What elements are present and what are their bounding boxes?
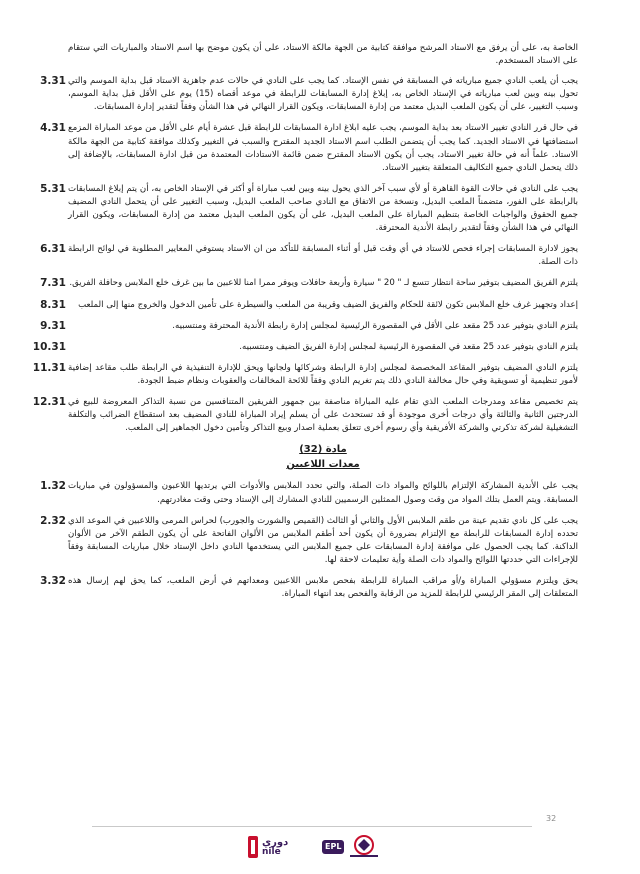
clause-text: يجب أن يلعب النادي جميع مبارياته في المسابقة في نفس الإستاد. كما يجب على النادي في حالات عدم جاهزية الاستاد قبل بداية الموسم والتي تحول بينه وبين لعب مبارياته في الإستاد الخاص به، إبلاغ إدارة المسابقات للرابطة في موعد أقصاه (15) يوم على الأقل قبل بداية الموسم، وسبب التغيير، على أن يكون الملعب البديل معتمد من إدارة المسابقات، ويكون القرار النهائي في هذا الشأن وفقاً لتقدير إدارة المسابقات. (68, 76, 578, 113)
clause-number: 8.31 (40, 298, 66, 311)
clause-text: في حال قرر النادي تغيير الاستاد بعد بداية الموسم، يجب عليه ابلاغ ادارة المسابقات للرابطة قبل عشرة أيام على الأقل من موعد المباراة المزمع استضافتها في الاستاد الجديد. كما يجب أن يتضمن الطلب اسم الاستاد الجديد المقترح والسبب في التغيير وكذلك موافقة كتابية من الجهة مالكة الاستاد. علماً أنه في حالة تغيير الاستاد، يجب أن يكون الاستاد المقترح ضمن قائمة الاستادات المعتمدة من قبل ادارة المسابقات، بالإضافة إلى ذلك يتحمل النادي جميع التكاليف المتعلقة بتغيير الاستاد. (68, 123, 578, 173)
clause-number: 10.31 (32, 340, 66, 353)
article-heading: مادة (32) (299, 444, 347, 456)
clause-number: 4.31 (40, 122, 66, 135)
clause-item (40, 575, 578, 601)
logo-nile-line2: nile (262, 847, 281, 857)
clause-item (40, 122, 578, 174)
page-number: 32 (546, 814, 557, 823)
clause-item (40, 298, 578, 312)
clause-number: 5.31 (40, 182, 66, 195)
clause-number: 9.31 (40, 319, 66, 332)
clause-text: إعداد وتجهيز غرف خلع الملابس تكون لائقة للحكام والفريق الضيف وقريبة من الملعب والسيطرة على تأمين الدخول والخروج منها إلى الملعب (78, 299, 578, 310)
clause-item (32, 340, 578, 354)
clause-text: يحق ويلتزم مسؤولي المباراة و/أو مراقب المباراة للرابطة بفحص ملابس اللاعبين ومعداتهم في أرض الملعب، كما يحق لهم إرسال هذه المتعلقات إلى المقر الرئيسي للرابطة للمزيد من الرقابة والفحص بعد انتهاء المباراة. (68, 576, 578, 600)
logo-badge-text: EPL (325, 842, 342, 851)
clause-item (40, 514, 578, 567)
clause-item (40, 277, 578, 290)
document-body (32, 42, 578, 609)
clause-number: 3.31 (40, 75, 66, 88)
clause-number: 2.32 (40, 514, 66, 527)
clause-number: 12.31 (32, 395, 66, 408)
clause-text: يلتزم النادي بتوفير عدد 25 مقعد في المقصورة الرئيسية لمجلس إدارة الفريق الضيف ومنتسبيه. (239, 341, 578, 352)
clause-item (40, 182, 578, 235)
clause-number: 7.31 (40, 277, 66, 290)
clauses-article-32 (40, 480, 578, 601)
clause-text: يجب على الأندية المشاركة الإلتزام باللوائح والمواد ذات الصلة، والتي تحدد الملابس والأدوات التي يرتديها اللاعبون والمسؤولون في مباريات المسابقة. ويتم العمل بتلك المواد من وقت وصول الممثلين الرسميين للنادي المشارك إلى الإستاد وحتى وقت مغادرتهم. (68, 481, 578, 505)
clause-item (40, 480, 578, 506)
clause-number: 3.32 (40, 575, 66, 587)
clause-item (32, 361, 578, 388)
clause-number: 11.31 (32, 361, 66, 374)
clause-text: يتم تخصيص مقاعد ومدرجات الملعب الذي تقام عليه المباراة مناصفة بين جمهور الفريقين المتنافسين من نسبة التذاكر المعروضة للبيع في الدرجتين الثانية والثالثة وأي درجات أخرى موجودة أو قد تستحدث على أن يسلم إيراد المباراة للنادي المضيف بعد استقطاع الضرائب والتكلفة التشغيلية لشركة تذكرتي والشركة الأفريقية وأي رسوم أخرى تتعلق بعملية اصدار وبيع التذاكر وتأمين دخول الجماهير إلى الملعب. (68, 396, 578, 434)
intro-paragraph: الخاصة به، على أن يرفق مع الاستاد المرشح موافقة كتابية من الجهة مالكة الاستاد، على أن يكون موضح بها اسم الاستاد والمباريات التي ستقام على الاستاد المستخدم. (68, 43, 578, 67)
clause-text: يجب على النادي في حالات القوة القاهرة أو لأي سبب آخر الذي يحول بينه وبين لعب مباراة أو أكثر في الإستاد الخاص به، أن يتم إبلاغ المسابقات بالرابطة على الفور، متضمناً الملعب البديل، ونسخة من الاتفاق مع النادي صاحب الملعب البديل، وسبب التغيير على أن يتحمل النادي المضيف جميع الحقوق والواجبات الخاصة بتنظيم المباراة على الملعب البديل، على أن يكون الملعب البديل معتمد من إدارة المسابقات، ويكون القرار النهائي في هذا الشأن وفقاً لتقدير رابطة الأندية المحترفة. (68, 183, 578, 234)
footer-logos (248, 834, 380, 860)
clause-text: يجوز لادارة المسابقات إجراء فحص للاستاد في أي وقت قبل أو أثناء المسابقة للتأكد من ان الاستاد يستوفي المعايير المطلوبة في لوائح الرابطة ذات الصلة. (68, 244, 578, 268)
clause-item (32, 395, 578, 435)
clause-item (40, 243, 578, 269)
epl-federation-logo (320, 834, 380, 860)
clause-item (40, 319, 578, 333)
footer-divider (92, 826, 532, 827)
clause-text: يلتزم النادي المضيف بتوفير المقاعد المخصصة لمجلس إدارة الرابطة وشركائها ولجانها ويحق للإدارة التنفيذية في الرابطة طلب مقاعد إضافية لأمور تنظيمية أو تسويقية وفي حال مخالفة النادي ذلك يتم تغريم النادي وفقاً للائحة المخالفات والعقوبات ونظام ضبط الجودة. (68, 362, 578, 386)
nile-league-logo (248, 834, 312, 860)
clause-text: يلتزم النادي بتوفير عدد 25 مقعد على الأقل في المقصورة الرئيسية لمجلس إدارة رابطة الأندية المحترفة ومنتسبيه. (172, 320, 578, 331)
clause-number: 1.32 (40, 480, 66, 493)
clause-text: يجب على كل نادي تقديم عينة من طقم الملابس الأول والثاني أو الثالث (القميص والشورت والجورب) لحراس المرمى واللاعبين في الموعد الذي تحدده إدارة المسابقات للرابطة مع الإلتزام بضرورة أن يكون أحد أطقم الملابس من الألوان الفاتحة على أن يكون الطقم الآخر من الألوان الداكنة. كما يجب الحصول على موافقة إدارة المسابقات على جميع الملابس التي يستخدمها النادي داخل الإستاد خلال مباريات المسابقة وفقاً للإجراءات التي حددتها اللوائح والمواد ذات الصلة وأية تعليمات لاحقة لها. (68, 515, 578, 565)
logo-nile-line1: دوري (262, 837, 289, 848)
clauses-article-31 (32, 75, 578, 435)
article-subheading: معدات اللاعبين (286, 459, 360, 471)
clause-item (40, 75, 578, 114)
clause-text: يلتزم الفريق المضيف بتوفير ساحة انتظار تتسع لـ " 20 " سيارة وأربعة حافلات ويوفر ممرا امنا للاعبين ما بين غرف خلع الملابس وحافلة الفريق. (69, 278, 578, 289)
clause-number: 6.31 (40, 243, 66, 256)
